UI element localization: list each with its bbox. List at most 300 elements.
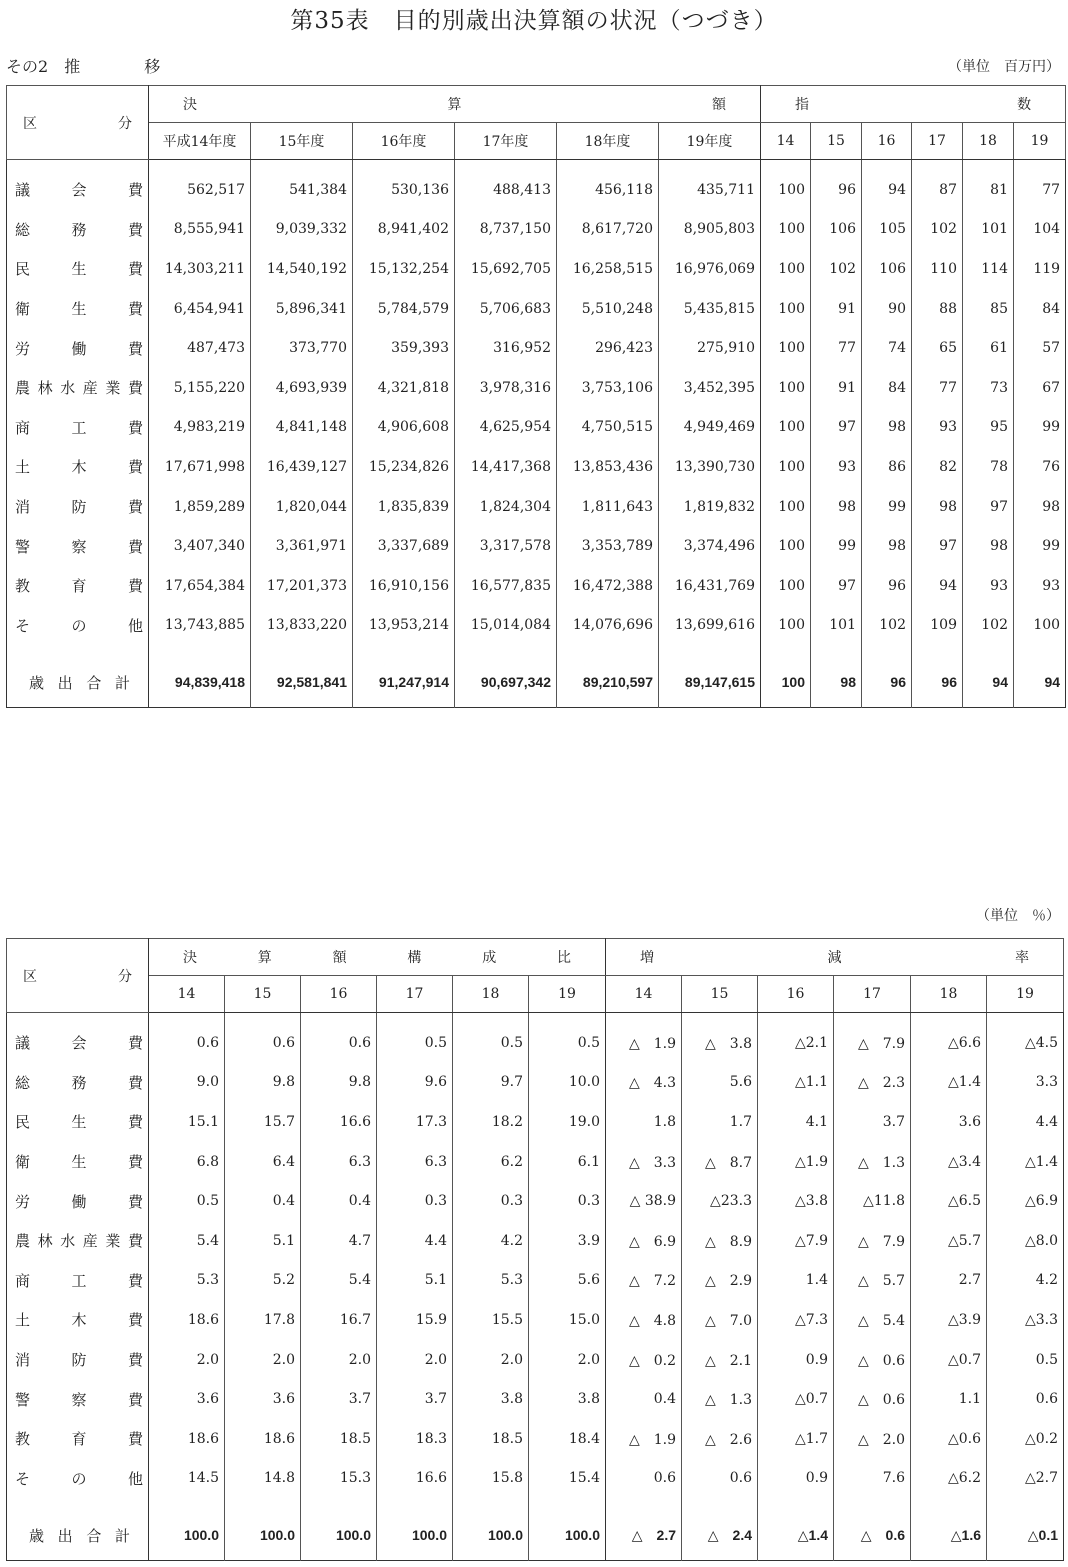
value-cell-b: 1.7 [682, 1102, 758, 1142]
row-label: 商工費 [7, 408, 149, 448]
year-header-b: 15 [682, 976, 758, 1013]
table-row [7, 1181, 1064, 1221]
value-cell-b: △5.7 [911, 1221, 987, 1261]
value-cell-a: 8,737,150 [455, 210, 557, 250]
value-cell-a: 14.5 [149, 1459, 225, 1499]
value-cell-a: 5,784,579 [353, 289, 455, 329]
value-cell-a: 89,147,615 [659, 645, 761, 708]
year-header-a: 19年度 [659, 123, 761, 160]
table-row [7, 210, 1066, 250]
value-cell-a: 8,555,941 [149, 210, 251, 250]
value-cell-b: △0.7 [758, 1379, 834, 1419]
group-b-char: 減 [827, 950, 842, 966]
value-cell-a: 3.8 [453, 1379, 529, 1419]
value-cell-b: △11.8 [834, 1181, 911, 1221]
value-cell-b: 97 [811, 566, 862, 606]
value-cell-b: 88 [912, 289, 963, 329]
value-cell-b: △ 7.0 [682, 1300, 758, 1340]
value-cell-b: △ 5.4 [834, 1300, 911, 1340]
value-cell-a: 16,910,156 [353, 566, 455, 606]
value-cell-b: 102 [811, 249, 862, 289]
value-cell-a: 17.8 [225, 1300, 301, 1340]
year-header-a: 16年度 [353, 123, 455, 160]
value-cell-a: 100.0 [529, 1498, 606, 1561]
table-row [7, 1459, 1064, 1499]
value-cell-a: 13,853,436 [557, 447, 659, 487]
value-cell-b: 100 [761, 328, 811, 368]
value-cell-b: △1.1 [758, 1063, 834, 1103]
value-cell-b: △0.1 [987, 1498, 1064, 1561]
value-cell-a: 2.0 [301, 1340, 377, 1380]
value-cell-b: 100 [761, 487, 811, 527]
value-cell-a: 0.3 [377, 1181, 453, 1221]
value-cell-b: 65 [912, 328, 963, 368]
value-cell-b: △23.3 [682, 1181, 758, 1221]
value-cell-b: 102 [912, 210, 963, 250]
value-cell-a: 3,374,496 [659, 526, 761, 566]
value-cell-a: 4.7 [301, 1221, 377, 1261]
value-cell-b: 106 [862, 249, 912, 289]
value-cell-b: 76 [1014, 447, 1066, 487]
group-a-char: 比 [556, 950, 571, 966]
value-cell-b: 99 [1014, 408, 1066, 448]
value-cell-b: 100 [761, 447, 811, 487]
group-a-char: 算 [257, 950, 272, 966]
value-cell-b: 100 [761, 408, 811, 448]
value-cell-b: △3.4 [911, 1142, 987, 1182]
table-row [7, 566, 1066, 606]
group-header-a [149, 86, 761, 123]
value-cell-b: 97 [912, 526, 963, 566]
row-label: 農林水産業費 [7, 368, 149, 408]
value-cell-b: △ 1.9 [606, 1013, 682, 1063]
value-cell-a: 16.6 [301, 1102, 377, 1142]
value-cell-b: 4.4 [987, 1102, 1064, 1142]
group-header-b [606, 939, 1064, 976]
value-cell-a: 435,711 [659, 160, 761, 210]
value-cell-a: 1,820,044 [251, 487, 353, 527]
value-cell-a: 3,353,789 [557, 526, 659, 566]
table-row [7, 408, 1066, 448]
row-label: 議会費 [7, 160, 149, 210]
value-cell-b: △ 2.6 [682, 1419, 758, 1459]
group-a-char: 額 [332, 950, 347, 966]
value-cell-b: 99 [862, 487, 912, 527]
row-label: 衛生費 [7, 1142, 149, 1182]
value-cell-a: 9,039,332 [251, 210, 353, 250]
value-cell-a: 15.0 [529, 1300, 606, 1340]
value-cell-b: 96 [912, 645, 963, 708]
value-cell-a: 316,952 [455, 328, 557, 368]
value-cell-b: 98 [811, 645, 862, 708]
value-cell-b: 0.4 [606, 1379, 682, 1419]
value-cell-b: 0.6 [987, 1379, 1064, 1419]
value-cell-a: 456,118 [557, 160, 659, 210]
value-cell-b: 99 [1014, 526, 1066, 566]
value-cell-a: 6.8 [149, 1142, 225, 1182]
value-cell-b: 77 [912, 368, 963, 408]
value-cell-b: △ 3.8 [682, 1013, 758, 1063]
value-cell-a: 94,839,418 [149, 645, 251, 708]
value-cell-b: △8.0 [987, 1221, 1064, 1261]
value-cell-b: 84 [1014, 289, 1066, 329]
value-cell-b: 96 [862, 645, 912, 708]
value-cell-a: 487,473 [149, 328, 251, 368]
value-cell-b: 74 [862, 328, 912, 368]
group-a-char: 決 [183, 97, 197, 113]
value-cell-b: 82 [912, 447, 963, 487]
value-cell-a: 13,743,885 [149, 606, 251, 646]
row-label: 消防費 [7, 1340, 149, 1380]
value-cell-b: △ 8.7 [682, 1142, 758, 1182]
table-row [7, 1142, 1064, 1182]
value-cell-a: 10.0 [529, 1063, 606, 1103]
section-word-1: 推 [64, 57, 81, 76]
value-cell-a: 3,452,395 [659, 368, 761, 408]
value-cell-b: 98 [1014, 487, 1066, 527]
value-cell-b: 3.6 [911, 1102, 987, 1142]
row-label: 議会費 [7, 1013, 149, 1063]
row-label: 歳出合計 [7, 645, 149, 708]
value-cell-a: 16,577,835 [455, 566, 557, 606]
value-cell-a: 5.6 [529, 1261, 606, 1301]
year-header-a: 14 [149, 976, 225, 1013]
value-cell-a: 5.1 [225, 1221, 301, 1261]
value-cell-b: △3.9 [911, 1300, 987, 1340]
group-b-char: 指 [795, 97, 809, 113]
year-header-b: 14 [761, 123, 811, 160]
group-b-char: 増 [640, 950, 654, 966]
value-cell-b: △ 7.9 [834, 1013, 911, 1063]
value-cell-b: 100 [761, 606, 811, 646]
value-cell-a: 4.2 [453, 1221, 529, 1261]
value-cell-a: 5.4 [301, 1261, 377, 1301]
value-cell-b: 94 [912, 566, 963, 606]
value-cell-a: 3,753,106 [557, 368, 659, 408]
category-header: 区分 [7, 86, 149, 160]
value-cell-a: 9.8 [301, 1063, 377, 1103]
value-cell-b: 67 [1014, 368, 1066, 408]
value-cell-a: 15.8 [453, 1459, 529, 1499]
value-cell-b: 93 [912, 408, 963, 448]
value-cell-b: 3.3 [987, 1063, 1064, 1103]
value-cell-b: 77 [1014, 160, 1066, 210]
value-cell-a: 0.5 [149, 1181, 225, 1221]
value-cell-a: 3.6 [149, 1379, 225, 1419]
group-header-b [761, 86, 1066, 123]
value-cell-a: 100.0 [149, 1498, 225, 1561]
value-cell-b: 96 [862, 566, 912, 606]
value-cell-a: 18.5 [301, 1419, 377, 1459]
value-cell-b: △7.3 [758, 1300, 834, 1340]
composition-change-table [6, 938, 1064, 1561]
table-row [7, 487, 1066, 527]
value-cell-b: 105 [862, 210, 912, 250]
value-cell-a: 6.1 [529, 1142, 606, 1182]
value-cell-a: 15,014,084 [455, 606, 557, 646]
value-cell-a: 4,750,515 [557, 408, 659, 448]
row-label: 警察費 [7, 526, 149, 566]
row-label: 総務費 [7, 1063, 149, 1103]
value-cell-a: 3,317,578 [455, 526, 557, 566]
value-cell-b: 98 [912, 487, 963, 527]
value-cell-a: 0.6 [301, 1013, 377, 1063]
year-header-a: 18 [453, 976, 529, 1013]
value-cell-a: 1,819,832 [659, 487, 761, 527]
value-cell-b: 85 [963, 289, 1014, 329]
value-cell-b: △6.2 [911, 1459, 987, 1499]
value-cell-b: △2.1 [758, 1013, 834, 1063]
value-cell-a: 100.0 [453, 1498, 529, 1561]
table-row [7, 249, 1066, 289]
value-cell-a: 2.0 [529, 1340, 606, 1380]
value-cell-a: 16,976,069 [659, 249, 761, 289]
year-header-a: 19 [529, 976, 606, 1013]
value-cell-b: △1.7 [758, 1419, 834, 1459]
value-cell-a: 9.8 [225, 1063, 301, 1103]
table-row [7, 1261, 1064, 1301]
value-cell-b: 0.5 [987, 1340, 1064, 1380]
value-cell-b: 3.7 [834, 1102, 911, 1142]
value-cell-b: 98 [862, 526, 912, 566]
value-cell-b: 61 [963, 328, 1014, 368]
value-cell-a: 1,859,289 [149, 487, 251, 527]
value-cell-b: △ 2.1 [682, 1340, 758, 1380]
year-header-b: 17 [912, 123, 963, 160]
value-cell-b: 97 [811, 408, 862, 448]
year-header-b: 18 [911, 976, 987, 1013]
row-label: その他 [7, 1459, 149, 1499]
value-cell-b: 96 [811, 160, 862, 210]
value-cell-a: 18.3 [377, 1419, 453, 1459]
value-cell-a: 16,439,127 [251, 447, 353, 487]
value-cell-a: 18.4 [529, 1419, 606, 1459]
value-cell-b: 1.1 [911, 1379, 987, 1419]
value-cell-a: 14,417,368 [455, 447, 557, 487]
value-cell-a: 5,510,248 [557, 289, 659, 329]
row-label: 商工費 [7, 1261, 149, 1301]
table-row [7, 289, 1066, 329]
value-cell-b: △ 1.3 [682, 1379, 758, 1419]
value-cell-b: 100 [761, 645, 811, 708]
value-cell-a: 16,472,388 [557, 566, 659, 606]
value-cell-b: 4.2 [987, 1261, 1064, 1301]
value-cell-a: 15.4 [529, 1459, 606, 1499]
value-cell-b: 90 [862, 289, 912, 329]
value-cell-a: 3,337,689 [353, 526, 455, 566]
value-cell-b: 84 [862, 368, 912, 408]
value-cell-b: 102 [963, 606, 1014, 646]
value-cell-b: △ 38.9 [606, 1181, 682, 1221]
value-cell-a: 0.5 [453, 1013, 529, 1063]
table-row [7, 368, 1066, 408]
value-cell-a: 92,581,841 [251, 645, 353, 708]
value-cell-b: 1.8 [606, 1102, 682, 1142]
row-label: 歳出合計 [7, 1498, 149, 1561]
value-cell-a: 16,431,769 [659, 566, 761, 606]
settlement-trend-table [6, 85, 1066, 708]
value-cell-b: 0.6 [606, 1459, 682, 1499]
value-cell-a: 4.4 [377, 1221, 453, 1261]
value-cell-b: 77 [811, 328, 862, 368]
value-cell-b: 0.9 [758, 1459, 834, 1499]
value-cell-a: 8,941,402 [353, 210, 455, 250]
value-cell-b: 98 [862, 408, 912, 448]
value-cell-b: 94 [862, 160, 912, 210]
value-cell-b: 114 [963, 249, 1014, 289]
value-cell-a: 15.5 [453, 1300, 529, 1340]
value-cell-a: 562,517 [149, 160, 251, 210]
year-header-a: 15年度 [251, 123, 353, 160]
value-cell-b: 119 [1014, 249, 1066, 289]
value-cell-b: △ 2.7 [606, 1498, 682, 1561]
value-cell-a: 3.7 [377, 1379, 453, 1419]
value-cell-b: △ 2.9 [682, 1261, 758, 1301]
value-cell-b: 0.6 [682, 1459, 758, 1499]
value-cell-b: △ 5.7 [834, 1261, 911, 1301]
value-cell-a: 4,949,469 [659, 408, 761, 448]
row-label: その他 [7, 606, 149, 646]
value-cell-a: 100.0 [301, 1498, 377, 1561]
value-cell-b: △0.2 [987, 1419, 1064, 1459]
value-cell-a: 5.4 [149, 1221, 225, 1261]
value-cell-b: 86 [862, 447, 912, 487]
value-cell-b: △2.7 [987, 1459, 1064, 1499]
table-row [7, 160, 1066, 210]
table-row [7, 1063, 1064, 1103]
value-cell-b: 100 [1014, 606, 1066, 646]
value-cell-a: 4,983,219 [149, 408, 251, 448]
value-cell-a: 488,413 [455, 160, 557, 210]
value-cell-a: 1,824,304 [455, 487, 557, 527]
value-cell-a: 16.6 [377, 1459, 453, 1499]
value-cell-a: 3,978,316 [455, 368, 557, 408]
row-label: 衛生費 [7, 289, 149, 329]
value-cell-a: 3.6 [225, 1379, 301, 1419]
value-cell-b: 100 [761, 249, 811, 289]
row-label: 土木費 [7, 1300, 149, 1340]
value-cell-a: 14,303,211 [149, 249, 251, 289]
value-cell-b: 102 [862, 606, 912, 646]
value-cell-a: 9.0 [149, 1063, 225, 1103]
value-cell-a: 4,693,939 [251, 368, 353, 408]
value-cell-b: 106 [811, 210, 862, 250]
year-header-a: 16 [301, 976, 377, 1013]
value-cell-a: 4,321,818 [353, 368, 455, 408]
group-b-char: 率 [1015, 950, 1029, 966]
value-cell-a: 0.3 [453, 1181, 529, 1221]
value-cell-a: 18.6 [149, 1300, 225, 1340]
value-cell-a: 5,896,341 [251, 289, 353, 329]
value-cell-a: 5.3 [149, 1261, 225, 1301]
group-a-char: 決 [183, 950, 197, 966]
value-cell-a: 275,910 [659, 328, 761, 368]
value-cell-a: 5.1 [377, 1261, 453, 1301]
value-cell-b: △ 6.9 [606, 1221, 682, 1261]
value-cell-a: 5,155,220 [149, 368, 251, 408]
table-row [7, 1300, 1064, 1340]
value-cell-a: 14,076,696 [557, 606, 659, 646]
value-cell-b: △3.3 [987, 1300, 1064, 1340]
value-cell-b: 100 [761, 368, 811, 408]
value-cell-a: 2.0 [377, 1340, 453, 1380]
value-cell-b: 98 [963, 526, 1014, 566]
year-header-a: 平成14年度 [149, 123, 251, 160]
value-cell-b: △ 4.8 [606, 1300, 682, 1340]
value-cell-b: △ 1.3 [834, 1142, 911, 1182]
value-cell-b: △ 3.3 [606, 1142, 682, 1182]
group-a-char: 額 [712, 97, 726, 113]
year-header-b: 18 [963, 123, 1014, 160]
value-cell-a: 296,423 [557, 328, 659, 368]
group-b-char: 数 [1017, 97, 1032, 113]
value-cell-b: △ 1.9 [606, 1419, 682, 1459]
value-cell-a: 13,699,616 [659, 606, 761, 646]
year-header-b: 15 [811, 123, 862, 160]
value-cell-a: 2.0 [149, 1340, 225, 1380]
value-cell-a: 17,201,373 [251, 566, 353, 606]
year-header-b: 19 [987, 976, 1064, 1013]
value-cell-b: △1.4 [911, 1063, 987, 1103]
value-cell-b: 93 [1014, 566, 1066, 606]
value-cell-a: 530,136 [353, 160, 455, 210]
group-a-char: 成 [482, 950, 497, 966]
value-cell-a: 17,654,384 [149, 566, 251, 606]
value-cell-b: △0.6 [911, 1419, 987, 1459]
value-cell-a: 18.6 [225, 1419, 301, 1459]
value-cell-a: 18.2 [453, 1102, 529, 1142]
category-header: 区分 [7, 939, 149, 1013]
value-cell-a: 0.6 [225, 1013, 301, 1063]
section-subtitle [6, 54, 160, 77]
value-cell-a: 3.9 [529, 1221, 606, 1261]
value-cell-b: 78 [963, 447, 1014, 487]
value-cell-b: △ 0.6 [834, 1379, 911, 1419]
value-cell-b: 99 [811, 526, 862, 566]
value-cell-b: 110 [912, 249, 963, 289]
value-cell-a: 5,435,815 [659, 289, 761, 329]
value-cell-b: △ 2.4 [682, 1498, 758, 1561]
value-cell-a: 5.3 [453, 1261, 529, 1301]
value-cell-a: 6.4 [225, 1142, 301, 1182]
row-label: 土木費 [7, 447, 149, 487]
table-row [7, 1102, 1064, 1142]
value-cell-a: 18.5 [453, 1419, 529, 1459]
value-cell-a: 2.0 [453, 1340, 529, 1380]
value-cell-a: 0.4 [225, 1181, 301, 1221]
value-cell-a: 4,841,148 [251, 408, 353, 448]
table-row [7, 1221, 1064, 1261]
value-cell-b: 1.4 [758, 1261, 834, 1301]
table-row [7, 1013, 1064, 1063]
value-cell-b: △3.8 [758, 1181, 834, 1221]
year-header-a: 18年度 [557, 123, 659, 160]
value-cell-b: △1.4 [758, 1498, 834, 1561]
table-row [7, 526, 1066, 566]
value-cell-a: 3.8 [529, 1379, 606, 1419]
value-cell-b: 0.9 [758, 1340, 834, 1380]
value-cell-b: 109 [912, 606, 963, 646]
value-cell-b: 81 [963, 160, 1014, 210]
value-cell-a: 373,770 [251, 328, 353, 368]
table-row [7, 645, 1066, 708]
year-header-b: 19 [1014, 123, 1066, 160]
value-cell-b: △1.6 [911, 1498, 987, 1561]
row-label: 教育費 [7, 566, 149, 606]
value-cell-b: 100 [761, 566, 811, 606]
value-cell-b: 101 [963, 210, 1014, 250]
value-cell-a: 90,697,342 [455, 645, 557, 708]
